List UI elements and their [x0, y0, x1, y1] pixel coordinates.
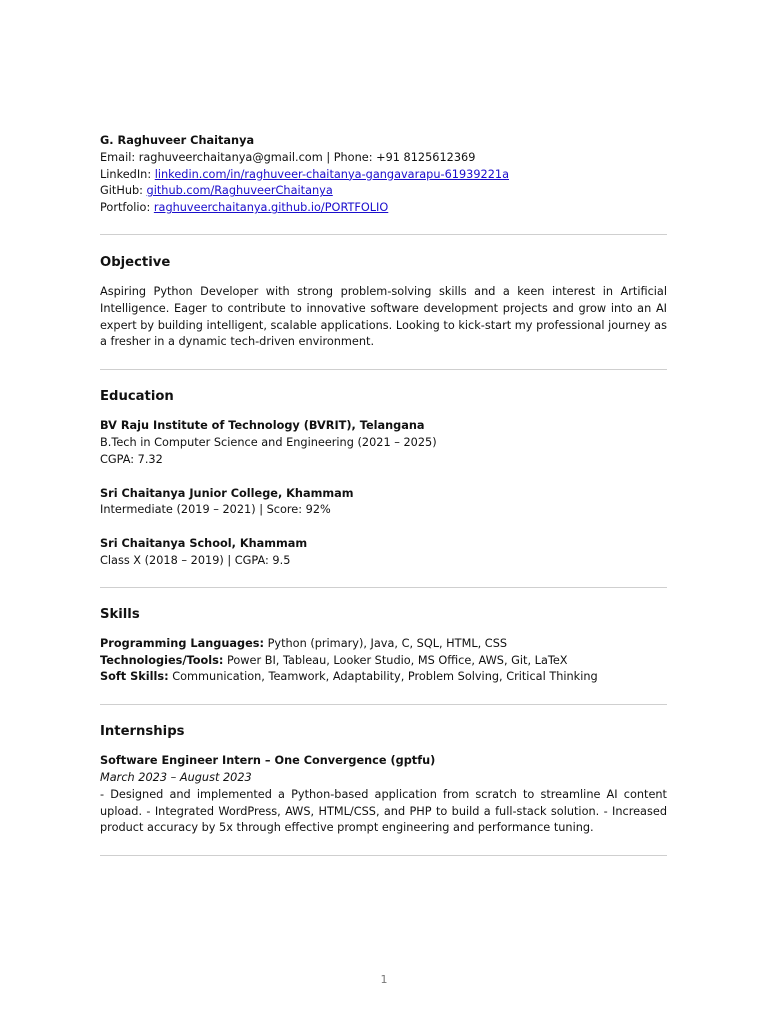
education-institution: BV Raju Institute of Technology (BVRIT), Telangana	[100, 419, 425, 433]
skill-row	[100, 636, 667, 653]
divider	[100, 369, 667, 370]
skill-label: Technologies/Tools:	[100, 653, 224, 667]
contact-line: Email: raghuveerchaitanya@gmail.com | Phone: +91 8125612369	[100, 150, 476, 164]
divider	[100, 855, 667, 856]
internships-section	[100, 723, 667, 837]
skills-section	[100, 606, 667, 686]
skill-value: Power BI, Tableau, Looker Studio, MS Office, AWS, Git, LaTeX	[223, 653, 568, 667]
internship-dates: March 2023 – August 2023	[100, 770, 252, 784]
divider	[100, 704, 667, 705]
education-entry	[100, 486, 667, 520]
github-link[interactable]: github.com/RaghuveerChaitanya	[146, 184, 333, 198]
candidate-name: G. Raghuveer Chaitanya	[100, 134, 255, 147]
skills-list	[100, 636, 667, 686]
skill-value: Python (primary), Java, C, SQL, HTML, CSS	[263, 636, 508, 650]
education-institution: Sri Chaitanya School, Khammam	[100, 537, 308, 551]
education-degree: B.Tech in Computer Science and Engineering (2021 – 2025)	[100, 435, 437, 449]
skill-row	[100, 669, 667, 686]
education-section	[100, 388, 667, 570]
education-institution: Sri Chaitanya Junior College, Khammam	[100, 486, 354, 500]
education-entry	[100, 536, 667, 570]
resume-page	[100, 133, 667, 856]
linkedin-link[interactable]: linkedin.com/in/raghuveer-chaitanya-gangavarapu-61939221a	[154, 167, 509, 181]
objective-section	[100, 254, 667, 351]
objective-title: Objective	[100, 254, 171, 270]
internship-entry	[100, 753, 667, 837]
education-details: Intermediate (2019 – 2021) | Score: 92%	[100, 503, 331, 517]
skill-label: Programming Languages:	[100, 636, 264, 650]
portfolio-line	[100, 200, 667, 217]
internship-description: - Designed and implemented a Python-based application from scratch to streamline AI content upload. - Integrated WordPress, AWS, HTML/CSS, and PHP to build a full-stack solution. - Increased product accuracy by 5x through effective prompt engineering and performance tuning.	[100, 787, 667, 835]
linkedin-line	[100, 167, 667, 184]
github-label: GitHub:	[100, 184, 147, 198]
page-number: 1	[380, 973, 388, 986]
skills-title: Skills	[100, 606, 140, 622]
internships-title: Internships	[100, 724, 185, 740]
skill-value: Communication, Teamwork, Adaptability, Problem Solving, Critical Thinking	[168, 670, 598, 684]
portfolio-link[interactable]: raghuveerchaitanya.github.io/PORTFOLIO	[153, 201, 389, 215]
linkedin-label: LinkedIn:	[100, 167, 155, 181]
education-details: Class X (2018 – 2019) | CGPA: 9.5	[100, 553, 291, 567]
education-title: Education	[100, 389, 174, 405]
divider	[100, 587, 667, 588]
skill-label: Soft Skills:	[100, 670, 169, 684]
resume-header	[100, 133, 667, 217]
divider	[100, 234, 667, 235]
skill-row	[100, 653, 667, 670]
objective-text: Aspiring Python Developer with strong problem-solving skills and a keen interest in Artificial Intelligence. Eager to contribute to innovative software development projects and grow into an AI expert by building intelligent, scalable applications. Looking to kick-start my professional journey as a fresher in a dynamic tech-driven environment.	[100, 284, 667, 349]
internship-role: Software Engineer Intern – One Convergence (gptfu)	[100, 754, 436, 768]
education-grade: CGPA: 7.32	[100, 452, 163, 466]
education-entry	[100, 418, 667, 468]
portfolio-label: Portfolio:	[100, 201, 154, 215]
github-line	[100, 183, 667, 200]
